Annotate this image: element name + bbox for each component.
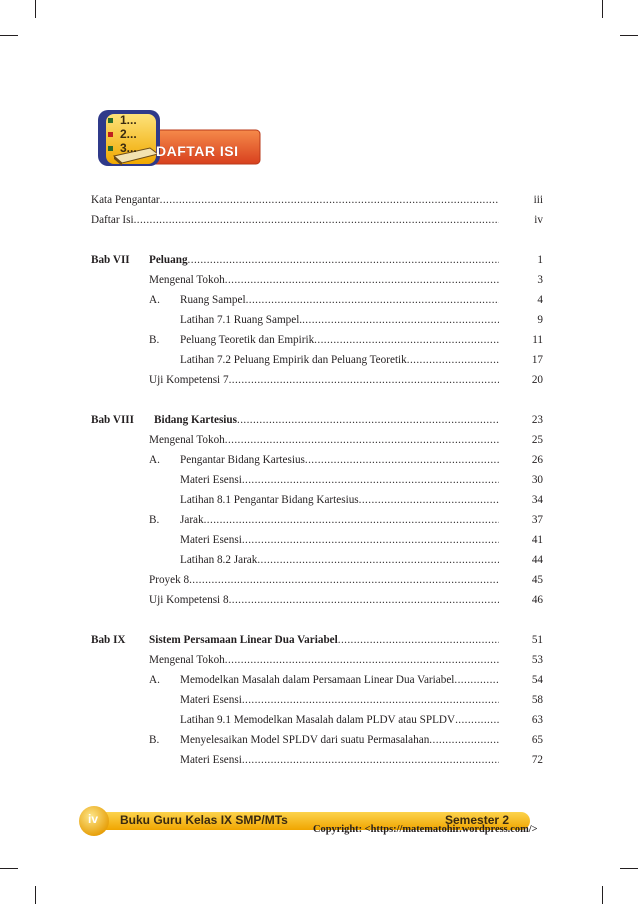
toc-entry-title: Menyelesaikan Model SPLDV dari suatu Permasalahan [180, 734, 430, 746]
toc-page-number: 26 [531, 454, 543, 466]
toc-entry-title: Mengenal Tokoh [149, 654, 225, 666]
crop-mark-top-left-v [35, 0, 36, 18]
toc-banner [94, 108, 262, 174]
dot-leader [225, 272, 499, 288]
dot-leader [455, 712, 499, 728]
toc-row [91, 312, 543, 328]
toc-row [91, 452, 543, 468]
crop-mark-top-right-h [620, 35, 638, 36]
toc-entry-title: Pengantar Bidang Kartesius [180, 454, 305, 466]
toc-row [91, 592, 543, 608]
dot-leader [302, 312, 499, 328]
copyright-notice: Copyright: <https://matematohir.wordpress.com/> [313, 824, 538, 835]
toc-page-number: 30 [531, 474, 543, 486]
toc-page-number: 17 [531, 354, 543, 366]
toc-page-number: 34 [531, 494, 543, 506]
toc-row [91, 532, 543, 548]
crop-mark-bottom-right-v [602, 886, 603, 904]
toc-row [91, 692, 543, 708]
toc-row [91, 512, 543, 528]
toc-row [91, 672, 543, 688]
footer-book-title: Buku Guru Kelas IX SMP/MTs [120, 813, 288, 827]
toc-row-kata-pengantar [91, 192, 543, 208]
toc-entry-title: Latihan 8.1 Pengantar Bidang Kartesius [180, 494, 359, 506]
chapter-title: Bidang Kartesius [154, 414, 237, 426]
dot-leader [225, 432, 499, 448]
toc-page-number: 11 [532, 334, 543, 346]
toc-entry-title: Materi Esensi [180, 474, 242, 486]
toc-page-number: 23 [531, 414, 543, 426]
toc-page-number: 63 [531, 714, 543, 726]
dot-leader [204, 512, 499, 528]
toc-page-number: 37 [531, 514, 543, 526]
toc-row [91, 492, 543, 508]
toc-entry-title: Latihan 9.1 Memodelkan Masalah dalam PLDV atau SPLDV [180, 714, 456, 726]
toc-entry-title: Daftar Isi [91, 214, 134, 226]
toc-entry-title: Materi Esensi [180, 534, 242, 546]
dot-leader [454, 672, 499, 688]
dot-leader [242, 692, 499, 708]
crop-mark-top-left-h [0, 35, 18, 36]
toc-page-number: 58 [531, 694, 543, 706]
dot-leader [407, 352, 499, 368]
toc-row [91, 732, 543, 748]
toc-entry-title: Peluang Teoretik dan Empirik [180, 334, 315, 346]
dot-leader [257, 552, 499, 568]
dot-leader [314, 332, 499, 348]
toc-row [91, 472, 543, 488]
toc-entry-title: Latihan 7.1 Ruang Sampel. [180, 314, 303, 326]
toc-row [91, 712, 543, 728]
toc-page-number: iv [534, 214, 543, 226]
toc-page-number: 4 [537, 294, 543, 306]
toc-row [91, 272, 543, 288]
toc-row-daftar-isi [91, 212, 543, 228]
toc-entry-title: Mengenal Tokoh [149, 274, 225, 286]
dot-leader [189, 572, 499, 588]
dot-leader [242, 752, 499, 768]
toc-page-number: 3 [537, 274, 543, 286]
dot-leader [305, 452, 499, 468]
dot-leader [188, 252, 499, 268]
chapter-title: Sistem Persamaan Linear Dua Variabel [149, 634, 338, 646]
toc-row [91, 332, 543, 348]
toc-page-number: 45 [531, 574, 543, 586]
toc-entry-title: Uji Kompetensi 8 [149, 594, 229, 606]
dot-leader [225, 652, 499, 668]
crop-mark-bottom-right-h [620, 868, 638, 869]
toc-page-number: 53 [531, 654, 543, 666]
crop-mark-bottom-left-v [35, 886, 36, 904]
toc-row [91, 752, 543, 768]
dot-leader [242, 532, 499, 548]
dot-leader [338, 632, 499, 648]
toc-entry-title: Uji Kompetensi 7 [149, 374, 229, 386]
toc-entry-title: Proyek 8 [149, 574, 190, 586]
toc-entry-title: Latihan 7.2 Peluang Empirik dan Peluang Teoretik [180, 354, 407, 366]
toc-chapter-row [91, 252, 543, 268]
toc-page-number: 51 [531, 634, 543, 646]
toc-page-number: iii [533, 194, 543, 206]
dot-leader [246, 292, 499, 308]
toc-chapter-row [91, 632, 543, 648]
toc-page-number: 72 [531, 754, 543, 766]
dot-leader [229, 592, 499, 608]
dot-leader [229, 372, 499, 388]
chapter-label: Bab VII [91, 254, 130, 266]
toc-row [91, 372, 543, 388]
toc-entry-title: Mengenal Tokoh [149, 434, 225, 446]
crop-mark-top-right-v [602, 0, 603, 18]
chapter-title: Peluang [149, 254, 188, 266]
section-letter: B. [149, 514, 160, 526]
toc-page-number: 46 [531, 594, 543, 606]
section-letter: B. [149, 734, 160, 746]
section-letter: A. [149, 294, 160, 306]
toc-chapter-row [91, 412, 543, 428]
toc-entry-title: Ruang Sampel [180, 294, 246, 306]
section-letter: B. [149, 334, 160, 346]
toc-row [91, 652, 543, 668]
dot-leader [134, 212, 499, 228]
toc-page-number: 65 [531, 734, 543, 746]
toc-row [91, 352, 543, 368]
toc-page-number: 44 [531, 554, 543, 566]
toc-entry-title: Memodelkan Masalah dalam Persamaan Linear Dua Variabel [180, 674, 455, 686]
dot-leader [359, 492, 499, 508]
list-number-1: 1... [120, 113, 137, 127]
crop-mark-bottom-left-h [0, 868, 18, 869]
toc-entry-title: Jarak [180, 514, 204, 526]
chapter-label: Bab VIII [91, 414, 135, 426]
toc-page-number: 20 [531, 374, 543, 386]
dot-leader [237, 412, 499, 428]
toc-entry-title: Materi Esensi [180, 694, 242, 706]
page-title: DAFTAR ISI [156, 143, 239, 159]
toc-row [91, 572, 543, 588]
section-letter: A. [149, 674, 160, 686]
chapter-label: Bab IX [91, 634, 126, 646]
toc-entry-title: Kata Pengantar [91, 194, 160, 206]
dot-leader [160, 192, 499, 208]
toc-page-number: 1 [537, 254, 543, 266]
toc-page-number: 9 [537, 314, 543, 326]
toc-page-number: 41 [531, 534, 543, 546]
toc-row [91, 552, 543, 568]
toc-row [91, 432, 543, 448]
dot-leader [429, 732, 499, 748]
footer-page-number: iv [88, 812, 99, 826]
footer-semester: Semester 2 [445, 813, 510, 827]
toc-page-number: 54 [531, 674, 543, 686]
list-number-2: 2... [120, 127, 137, 141]
toc-entry-title: Materi Esensi [180, 754, 242, 766]
toc-entry-title: Latihan 8.2 Jarak [180, 554, 258, 566]
toc-row [91, 292, 543, 308]
dot-leader [242, 472, 499, 488]
section-letter: A. [149, 454, 160, 466]
toc-page-number: 25 [531, 434, 543, 446]
list-number-3: 3... [120, 141, 137, 155]
